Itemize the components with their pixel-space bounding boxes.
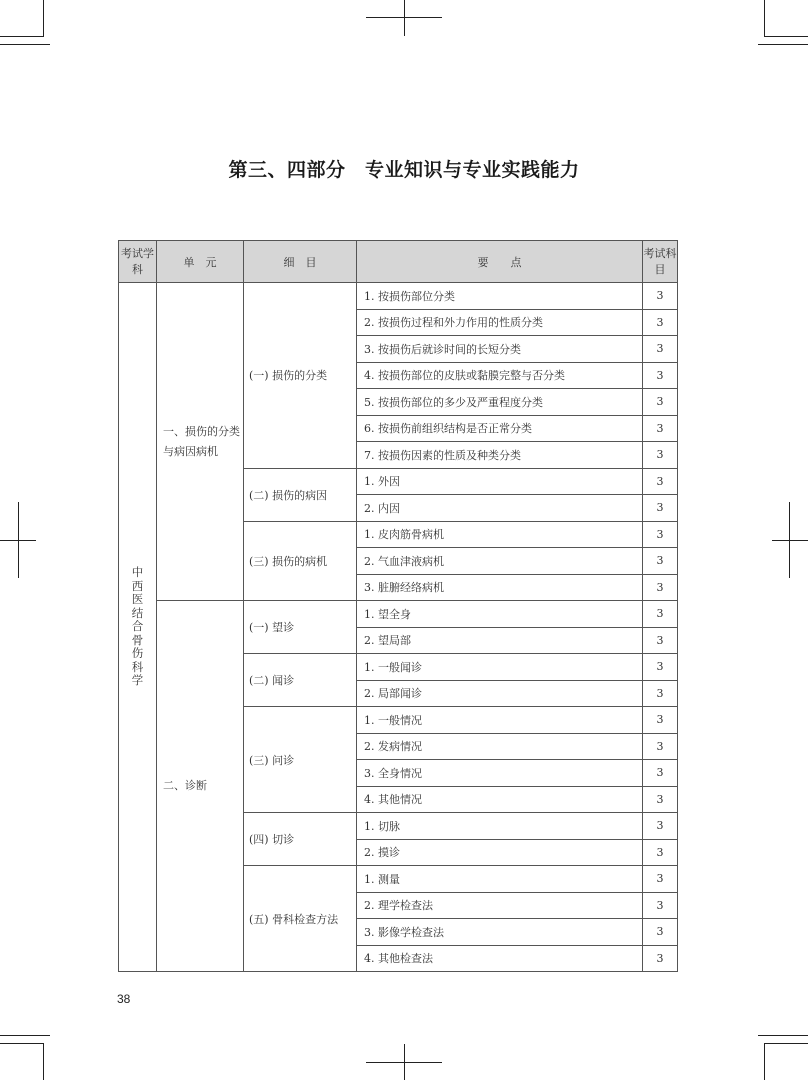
point-cell: 2. 局部闻诊 (357, 680, 643, 707)
exam-cell: 3 (643, 707, 678, 734)
point-cell: 4. 其他情况 (357, 786, 643, 813)
point-cell: 1. 皮肉筋骨病机 (357, 521, 643, 548)
page-number: 38 (117, 992, 131, 1006)
table-header-row (119, 241, 678, 283)
item-cell: (二) 损伤的病因 (244, 468, 357, 521)
crop-mark (772, 540, 808, 541)
exam-cell: 3 (643, 627, 678, 654)
header-exam: 考试科目 (643, 241, 678, 283)
exam-cell: 3 (643, 548, 678, 575)
point-cell: 1. 一般情况 (357, 707, 643, 734)
crop-mark (0, 1043, 44, 1044)
crop-mark (366, 17, 442, 18)
crop-mark (764, 36, 808, 37)
crop-mark (764, 1043, 808, 1044)
point-cell: 4. 其他检查法 (357, 945, 643, 972)
exam-cell: 3 (643, 786, 678, 813)
item-cell: (五) 骨科检查方法 (244, 866, 357, 972)
exam-cell: 3 (643, 389, 678, 416)
point-cell: 3. 全身情况 (357, 760, 643, 787)
exam-cell: 3 (643, 945, 678, 972)
exam-cell: 3 (643, 654, 678, 681)
exam-cell: 3 (643, 495, 678, 522)
point-cell: 3. 按损伤后就诊时间的长短分类 (357, 336, 643, 363)
header-point: 要 点 (357, 241, 643, 283)
exam-cell: 3 (643, 760, 678, 787)
item-cell: (四) 切诊 (244, 813, 357, 866)
exam-cell: 3 (643, 468, 678, 495)
exam-cell: 3 (643, 336, 678, 363)
exam-cell: 3 (643, 733, 678, 760)
crop-mark (764, 1043, 765, 1080)
crop-mark (43, 1043, 44, 1080)
crop-mark (0, 540, 36, 541)
point-cell: 2. 内因 (357, 495, 643, 522)
item-cell: (二) 闻诊 (244, 654, 357, 707)
crop-mark (0, 44, 50, 45)
point-cell: 1. 一般闻诊 (357, 654, 643, 681)
point-cell: 2. 按损伤过程和外力作用的性质分类 (357, 309, 643, 336)
item-cell: (一) 损伤的分类 (244, 283, 357, 469)
exam-cell: 3 (643, 680, 678, 707)
subject-label: 中西医结合骨伤科学 (131, 565, 144, 688)
exam-cell: 3 (643, 919, 678, 946)
crop-mark (0, 1035, 50, 1036)
crop-mark (758, 1035, 808, 1036)
exam-cell: 3 (643, 362, 678, 389)
point-cell: 1. 测量 (357, 866, 643, 893)
point-cell: 1. 外因 (357, 468, 643, 495)
point-cell: 4. 按损伤部位的皮肤或黏膜完整与否分类 (357, 362, 643, 389)
header-subject: 考试学科 (119, 241, 157, 283)
exam-cell: 3 (643, 442, 678, 469)
point-cell: 1. 按损伤部位分类 (357, 283, 643, 310)
item-cell: (一) 望诊 (244, 601, 357, 654)
point-cell: 2. 摸诊 (357, 839, 643, 866)
exam-cell: 3 (643, 574, 678, 601)
page-title: 第三、四部分 专业知识与专业实践能力 (228, 159, 580, 181)
point-cell: 5. 按损伤部位的多少及严重程度分类 (357, 389, 643, 416)
point-cell: 3. 影像学检查法 (357, 919, 643, 946)
crop-mark (0, 36, 44, 37)
point-cell: 3. 脏腑经络病机 (357, 574, 643, 601)
point-cell: 2. 气血津液病机 (357, 548, 643, 575)
exam-cell: 3 (643, 839, 678, 866)
crop-mark (764, 0, 765, 37)
item-cell: (三) 问诊 (244, 707, 357, 813)
exam-cell: 3 (643, 866, 678, 893)
point-cell: 2. 望局部 (357, 627, 643, 654)
crop-mark (43, 0, 44, 37)
crop-mark (404, 0, 405, 36)
item-cell: (三) 损伤的病机 (244, 521, 357, 601)
syllabus-table (118, 240, 678, 972)
point-cell: 2. 发病情况 (357, 733, 643, 760)
exam-cell: 3 (643, 601, 678, 628)
exam-cell: 3 (643, 415, 678, 442)
point-cell: 1. 望全身 (357, 601, 643, 628)
point-cell: 1. 切脉 (357, 813, 643, 840)
exam-cell: 3 (643, 813, 678, 840)
point-cell: 6. 按损伤前组织结构是否正常分类 (357, 415, 643, 442)
header-item: 细 目 (244, 241, 357, 283)
point-cell: 2. 理学检查法 (357, 892, 643, 919)
exam-cell: 3 (643, 283, 678, 310)
table-row (119, 283, 678, 310)
crop-mark (758, 44, 808, 45)
table-row (119, 601, 678, 628)
exam-cell: 3 (643, 892, 678, 919)
point-cell: 7. 按损伤因素的性质及种类分类 (357, 442, 643, 469)
exam-cell: 3 (643, 309, 678, 336)
subject-cell (119, 283, 157, 972)
unit-cell: 二、诊断 (157, 601, 244, 972)
exam-cell: 3 (643, 521, 678, 548)
crop-mark (366, 1062, 442, 1063)
unit-cell: 一、损伤的分类与病因病机 (157, 283, 244, 601)
header-unit: 单 元 (157, 241, 244, 283)
